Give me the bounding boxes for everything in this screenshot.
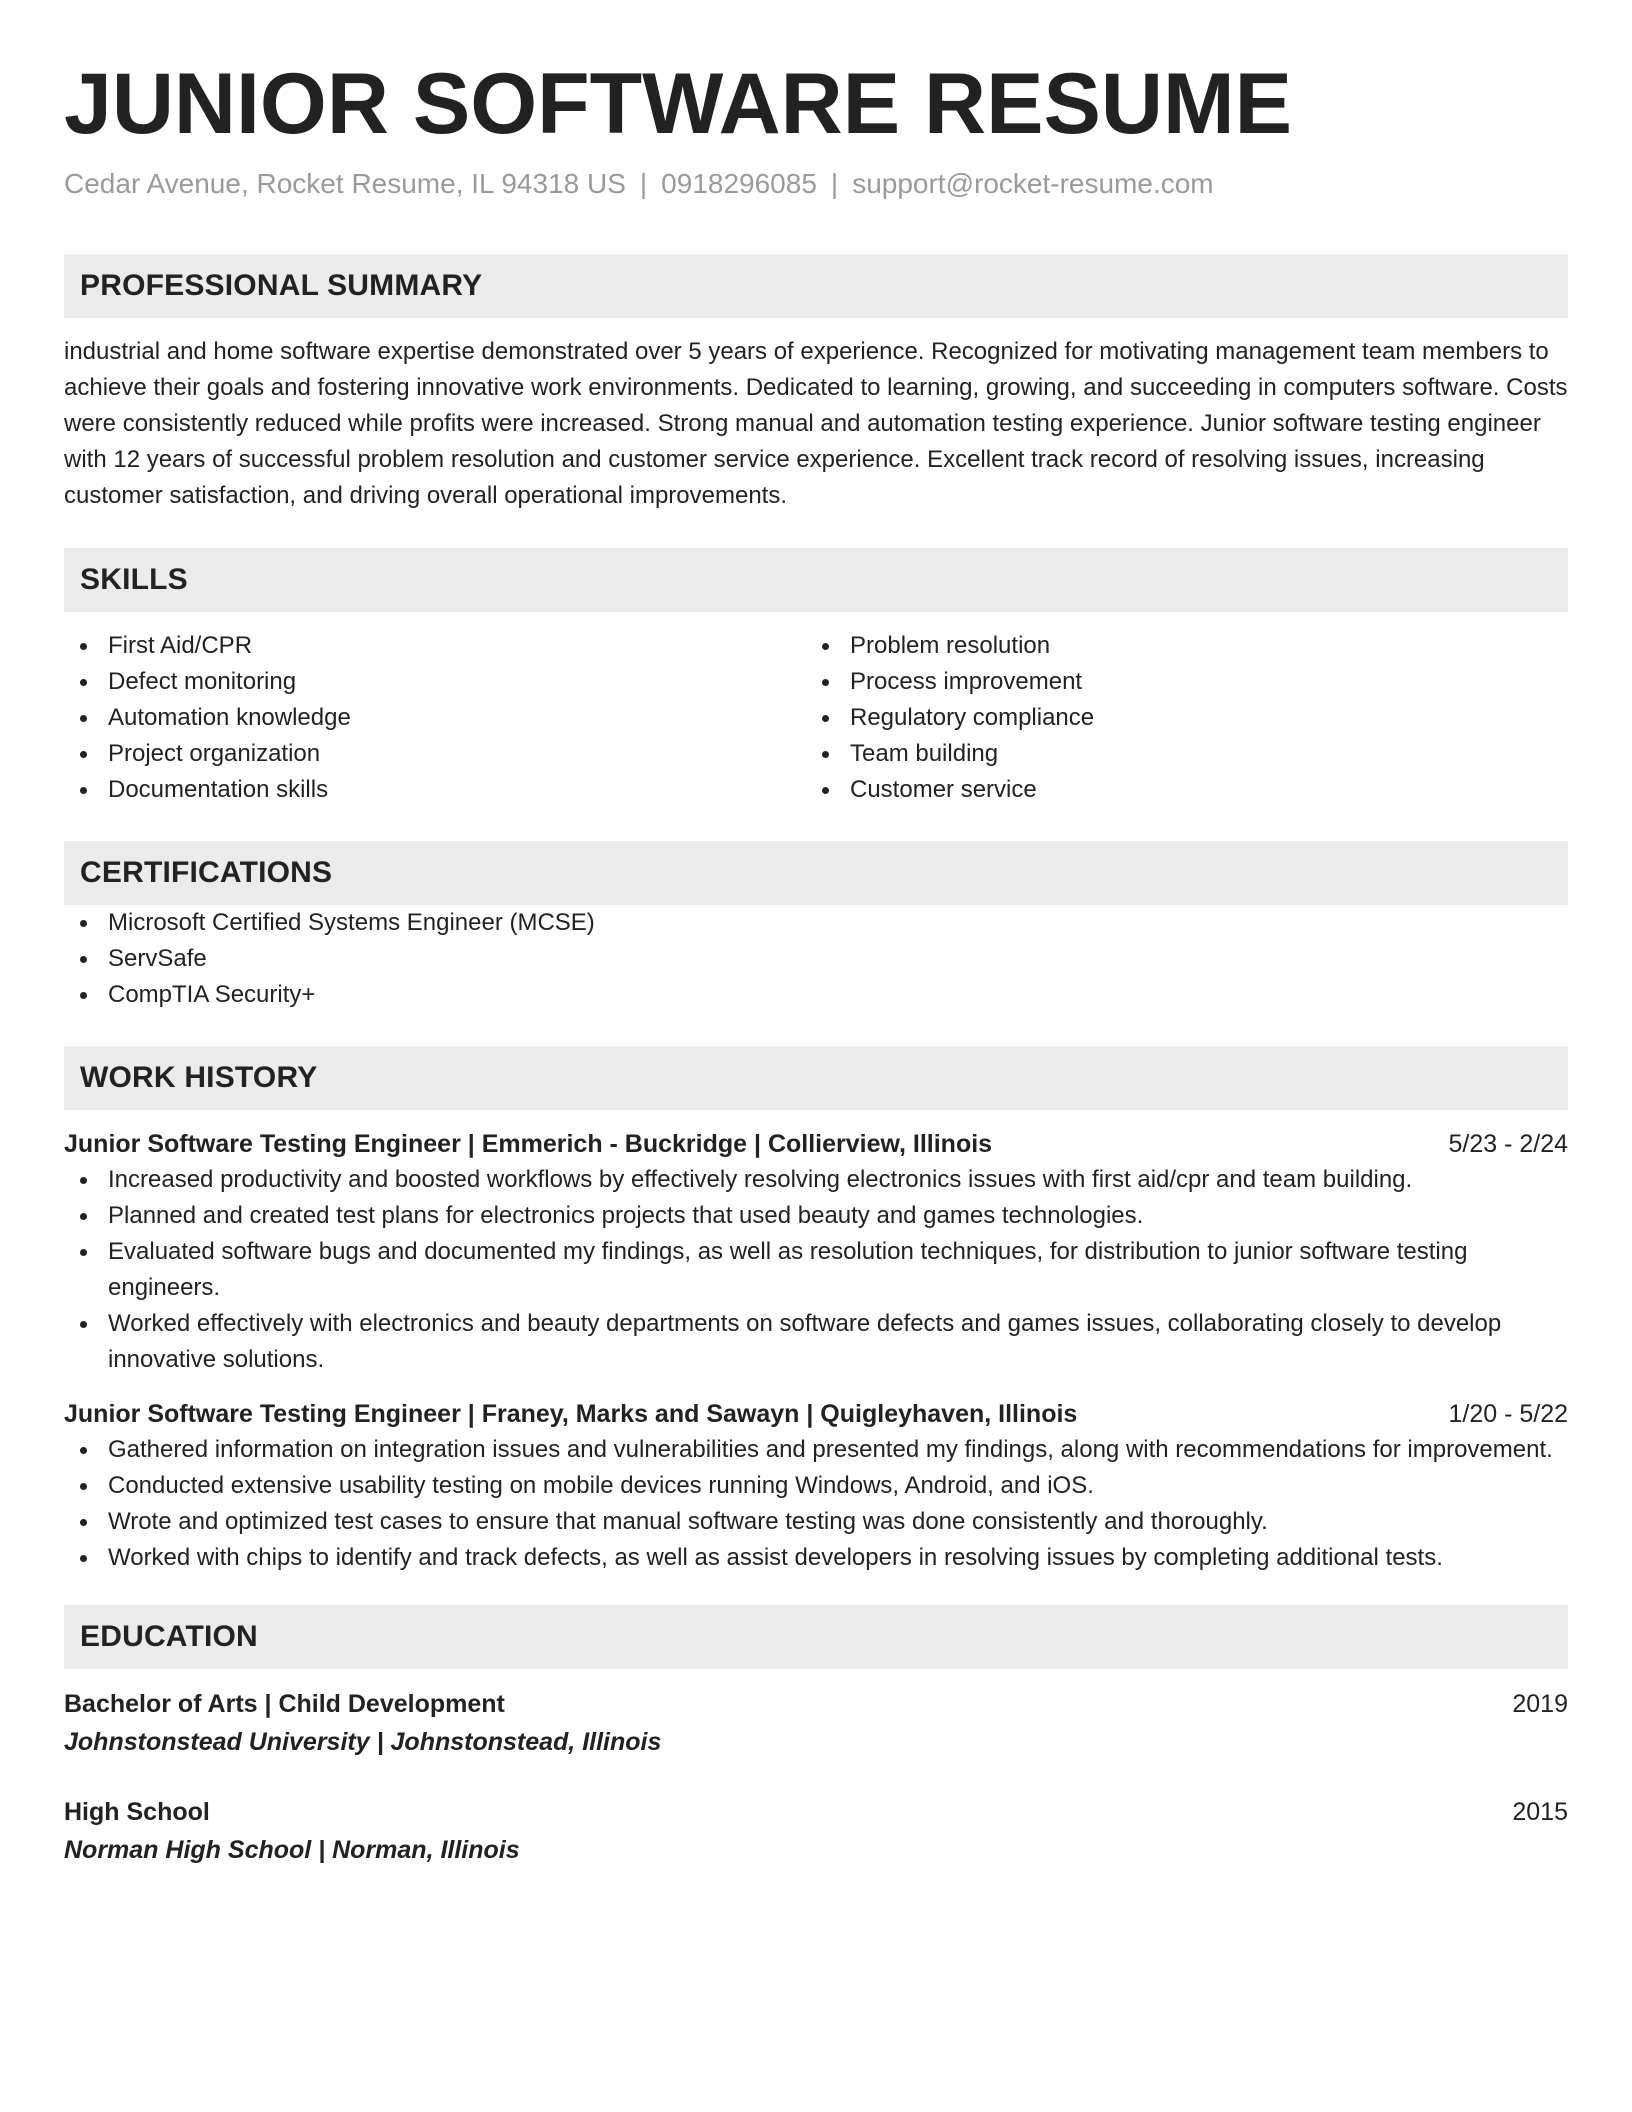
section-heading-skills: SKILLS bbox=[64, 548, 1568, 612]
skills-column-left bbox=[64, 628, 806, 808]
contact-email: support@rocket-resume.com bbox=[852, 168, 1214, 199]
skill-item: Regulatory compliance bbox=[806, 700, 1548, 736]
job-bullets bbox=[64, 1162, 1568, 1378]
job-entry bbox=[64, 1396, 1568, 1576]
education-school: Johnstonstead University | Johnstonstead, Illinois bbox=[64, 1728, 662, 1756]
section-heading-education: EDUCATION bbox=[64, 1605, 1568, 1669]
summary-text: industrial and home software expertise demonstrated over 5 years of experience. Recognized for motivating management team members to achieve their goals and fostering innovative work environments. Dedicated to learning, growing, and succeeding in computers software. Costs were consistently reduced while profits were increased. Strong manual and automation testing experience. Junior software testing engineer with 12 years of successful problem resolution and customer service experience. Excellent track record of resolving issues, increasing customer satisfaction, and driving overall operational improvements. bbox=[64, 338, 1568, 509]
skill-item: First Aid/CPR bbox=[64, 628, 806, 664]
job-bullet: Worked effectively with electronics and beauty departments on software defects and games issues, collaborating closely to develop innovative solutions. bbox=[64, 1306, 1568, 1378]
skill-item: Automation knowledge bbox=[64, 700, 806, 736]
education-entry bbox=[64, 1685, 1568, 1761]
section-heading-certifications: CERTIFICATIONS bbox=[64, 841, 1568, 905]
job-bullet: Planned and created test plans for electronics projects that used beauty and games technologies. bbox=[64, 1198, 1568, 1234]
certification-item: CompTIA Security+ bbox=[64, 977, 1568, 1013]
education-year: 2019 bbox=[1512, 1690, 1568, 1718]
skill-item: Defect monitoring bbox=[64, 664, 806, 700]
skills-column-right bbox=[806, 628, 1548, 808]
job-title: Junior Software Testing Engineer | Emmerich - Buckridge | Collierview, Illinois bbox=[64, 1130, 993, 1158]
skill-item: Team building bbox=[806, 736, 1548, 772]
skill-item: Problem resolution bbox=[806, 628, 1548, 664]
skill-item: Project organization bbox=[64, 736, 806, 772]
education-school: Norman High School | Norman, Illinois bbox=[64, 1836, 520, 1864]
education-header bbox=[64, 1685, 1568, 1723]
skill-item: Process improvement bbox=[806, 664, 1548, 700]
job-bullet: Increased productivity and boosted workflows by effectively resolving electronics issues with first aid/cpr and team building. bbox=[64, 1162, 1568, 1198]
job-bullets bbox=[64, 1432, 1568, 1576]
job-header bbox=[64, 1396, 1568, 1432]
job-header bbox=[64, 1126, 1568, 1162]
resume-page bbox=[64, 0, 1568, 1869]
education-entry bbox=[64, 1793, 1568, 1869]
job-bullet: Gathered information on integration issues and vulnerabilities and presented my findings, along with recommendations for improvement. bbox=[64, 1432, 1568, 1468]
job-bullet: Conducted extensive usability testing on mobile devices running Windows, Android, and iOS. bbox=[64, 1468, 1568, 1504]
education-header bbox=[64, 1793, 1568, 1831]
contact-separator: | bbox=[639, 168, 648, 199]
contact-separator: | bbox=[830, 168, 839, 199]
contact-line bbox=[64, 166, 1568, 202]
job-bullet: Wrote and optimized test cases to ensure that manual software testing was done consistently and thoroughly. bbox=[64, 1504, 1568, 1540]
skills-list-right bbox=[806, 628, 1548, 808]
education-degree: High School bbox=[64, 1798, 210, 1826]
section-heading-summary: PROFESSIONAL SUMMARY bbox=[64, 254, 1568, 318]
certification-item: ServSafe bbox=[64, 941, 1568, 977]
section-heading-work-history: WORK HISTORY bbox=[64, 1046, 1568, 1110]
education-degree: Bachelor of Arts | Child Development bbox=[64, 1690, 505, 1718]
skills-grid bbox=[64, 628, 1568, 808]
skills-list-left bbox=[64, 628, 806, 808]
certifications-list bbox=[64, 905, 1568, 1013]
contact-address: Cedar Avenue, Rocket Resume, IL 94318 US bbox=[64, 168, 626, 199]
contact-phone: 0918296085 bbox=[661, 168, 817, 199]
job-bullet: Worked with chips to identify and track defects, as well as assist developers in resolving issues by completing additional tests. bbox=[64, 1540, 1568, 1576]
education-year: 2015 bbox=[1512, 1798, 1568, 1826]
job-bullet: Evaluated software bugs and documented my findings, as well as resolution techniques, for distribution to junior software testing engineers. bbox=[64, 1234, 1568, 1306]
job-entry bbox=[64, 1126, 1568, 1378]
skill-item: Customer service bbox=[806, 772, 1548, 808]
job-dates: 5/23 - 2/24 bbox=[1448, 1130, 1568, 1158]
job-title: Junior Software Testing Engineer | Franey, Marks and Sawayn | Quigleyhaven, Illinois bbox=[64, 1400, 1078, 1428]
resume-title: JUNIOR SOFTWARE RESUME bbox=[64, 56, 1292, 152]
job-dates: 1/20 - 5/22 bbox=[1448, 1400, 1568, 1428]
certification-item: Microsoft Certified Systems Engineer (MCSE) bbox=[64, 905, 1568, 941]
skill-item: Documentation skills bbox=[64, 772, 806, 808]
